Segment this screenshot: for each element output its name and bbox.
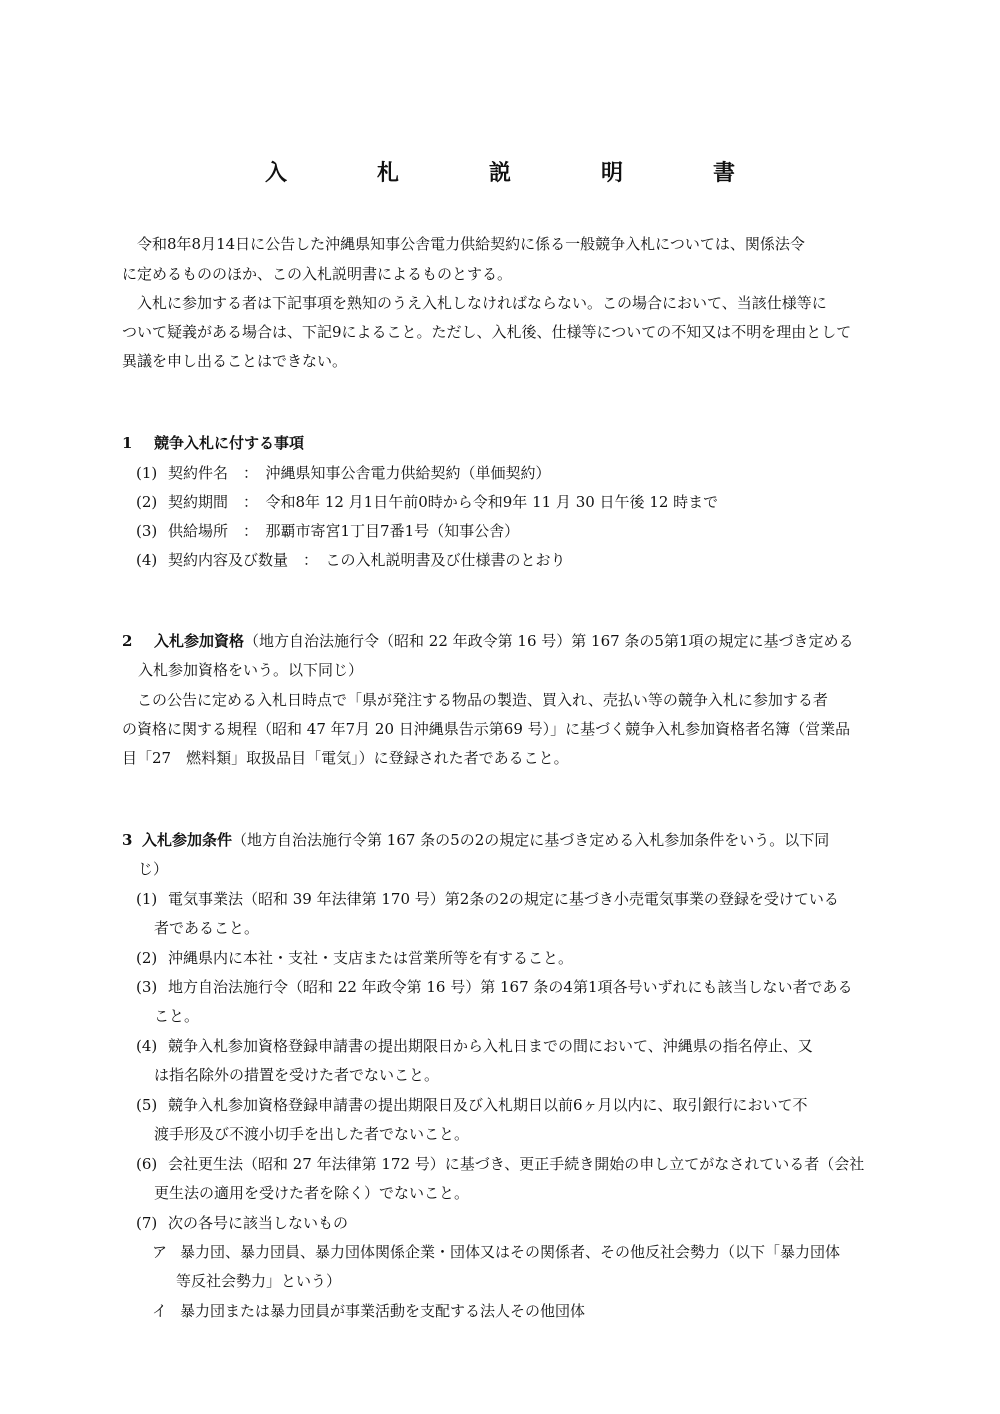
item-label: (7) <box>136 1214 158 1232</box>
item-label: (1) <box>136 890 158 908</box>
section-1-number: 1 <box>122 434 133 452</box>
section-1-item-3 <box>136 516 922 547</box>
item-text: 供給場所 ： 那覇市寄宮1丁目7番1号（知事公舎） <box>168 522 520 540</box>
intro-p1-line2: に定めるもののほか、この入札説明書によるものとする。 <box>122 265 513 283</box>
section-3-title: 入札参加条件 <box>142 831 233 849</box>
item-line2: 者であること。 <box>154 919 260 937</box>
section-3-heading-rest: （地方自治法施行令第 167 条の5の2の規定に基づき定める入札参加条件をいう。以下同 <box>232 831 830 849</box>
item-label: (3) <box>136 522 158 540</box>
intro-p2-line2: ついて疑義がある場合は、下記9によること。ただし、入札後、仕様等についての不知又は不明を理由として <box>122 323 852 341</box>
item-line2: 更生法の適用を受けた者を除く）でないこと。 <box>154 1184 470 1202</box>
document-title: 入 札 説 明 書 <box>264 160 769 186</box>
intro-p1-line1: 令和8年8月14日に公告した沖縄県知事公舎電力供給契約に係る一般競争入札については、関係法令 <box>137 235 805 253</box>
section-1-item-2 <box>136 487 922 518</box>
item-label: (6) <box>136 1155 158 1173</box>
intro-p2-line3: 異議を申し出ることはできない。 <box>122 352 348 370</box>
section-2-heading-line2: 入札参加資格をいう。以下同じ） <box>138 661 364 679</box>
item-label: (4) <box>136 1037 158 1055</box>
intro-paragraph-2 <box>122 288 922 319</box>
item-text: 契約件名 ： 沖縄県知事公舎電力供給契約（単価契約） <box>168 464 551 482</box>
intro-paragraph-1 <box>122 229 922 260</box>
section-2-heading <box>122 626 922 657</box>
item-label: (2) <box>136 949 158 967</box>
section-3-item-3 <box>136 972 922 1003</box>
section-3-heading-cont <box>138 854 938 885</box>
item-line1: 競争入札参加資格登録申請書の提出期限日及び入札期日以前6ヶ月以内に、取引銀行において不 <box>168 1096 808 1114</box>
subitem-line2: 等反社会勢力」という） <box>176 1272 342 1290</box>
section-1-item-4 <box>136 545 922 576</box>
section-3-subitem-i <box>152 1296 922 1327</box>
subitem-label: ア <box>152 1243 168 1261</box>
section-3-heading-line2: じ） <box>138 860 169 878</box>
section-1-item-1 <box>136 458 922 489</box>
item-line1: 地方自治法施行令（昭和 22 年政令第 16 号）第 167 条の4第1項各号いずれにも該当しない者である <box>168 978 853 996</box>
item-line2: 渡手形及び不渡小切手を出した者でないこと。 <box>154 1125 470 1143</box>
section-1-heading <box>122 428 922 459</box>
section-3-number: 3 <box>122 831 133 849</box>
section-3-subitem-a <box>152 1237 922 1268</box>
item-line1: 沖縄県内に本社・支社・支店または営業所等を有すること。 <box>168 949 574 967</box>
item-line1: 電気事業法（昭和 39 年法律第 170 号）第2条の2の規定に基づき小売電気事業の登録を受けている <box>168 890 839 908</box>
section-3-item-4 <box>136 1031 922 1062</box>
subitem-line1: 暴力団または暴力団員が事業活動を支配する法人その他団体 <box>180 1302 586 1320</box>
section-1-title: 競争入札に付する事項 <box>154 434 305 452</box>
intro-p1-line2-row <box>122 259 922 290</box>
subitem-line1: 暴力団、暴力団員、暴力団体関係企業・団体又はその関係者、その他反社会勢力（以下「暴力団体 <box>180 1243 841 1261</box>
item-line1: 競争入札参加資格登録申請書の提出期限日から入札日までの間において、沖縄県の指名停止、又 <box>168 1037 813 1055</box>
section-2-body <box>122 685 922 716</box>
section-3-heading <box>122 825 922 856</box>
item-line1: 次の各号に該当しないもの <box>168 1214 349 1232</box>
section-2-body-line3: 目「27 燃料類」取扱品目「電気」）に登録された者であること。 <box>122 749 569 767</box>
item-text: 契約内容及び数量 ： この入札説明書及び仕様書のとおり <box>168 551 566 569</box>
item-label: (1) <box>136 464 158 482</box>
section-3-item-5 <box>136 1090 922 1121</box>
section-2-body-line1: この公告に定める入札日時点で「県が発注する物品の製造、買入れ、売払い等の競争入札に参加する者 <box>137 691 828 709</box>
section-3-item-7 <box>136 1208 922 1239</box>
item-label: (5) <box>136 1096 158 1114</box>
item-text: 契約期間 ： 令和8年 12 月1日午前0時から令和9年 11 月 30 日午後 12 時まで <box>168 493 719 511</box>
item-label: (3) <box>136 978 158 996</box>
section-2-number: 2 <box>122 632 133 650</box>
section-2-heading-rest: （地方自治法施行令（昭和 22 年政令第 16 号）第 167 条の5第1項の規定に基づき定める <box>244 632 854 650</box>
section-3-item-6 <box>136 1149 922 1180</box>
intro-p2-line1: 入札に参加する者は下記事項を熟知のうえ入札しなければならない。この場合において、当該仕様等に <box>137 294 827 312</box>
section-3-item-1 <box>136 884 922 915</box>
item-line2: こと。 <box>154 1007 200 1025</box>
item-label: (4) <box>136 551 158 569</box>
item-line1: 会社更生法（昭和 27 年法律第 172 号）に基づき、更正手続き開始の申し立てがなされている者（会社 <box>168 1155 865 1173</box>
subitem-label: イ <box>152 1302 168 1320</box>
item-label: (2) <box>136 493 158 511</box>
section-2-body-line2: の資格に関する規程（昭和 47 年7月 20 日沖縄県告示第69 号）」に基づく競争入札参加資格者名簿（営業品 <box>122 720 851 738</box>
item-line2: は指名除外の措置を受けた者でないこと。 <box>154 1066 440 1084</box>
section-3-item-2 <box>136 943 922 974</box>
section-2-title: 入札参加資格 <box>154 632 245 650</box>
section-2-heading-cont <box>138 655 938 686</box>
